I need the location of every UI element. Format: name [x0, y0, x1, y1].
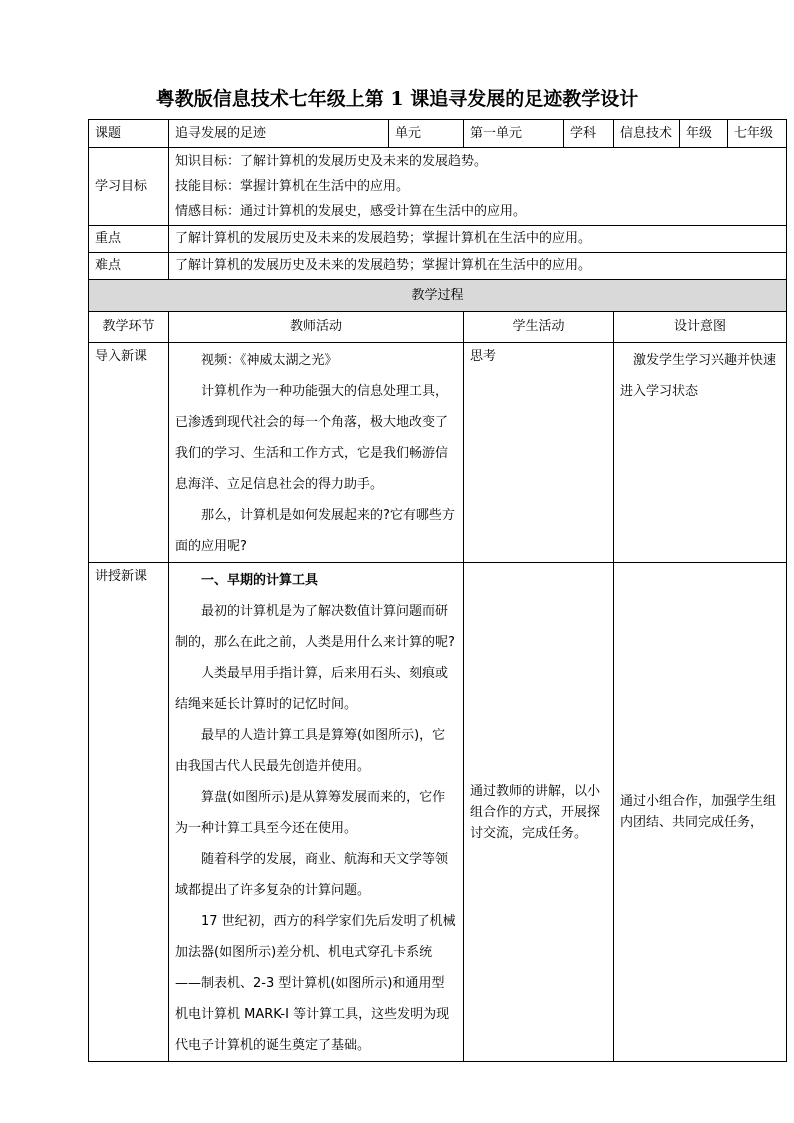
- teacher-header: 教师活动: [169, 312, 464, 343]
- lecture-stage: 讲授新课: [89, 563, 169, 1062]
- intent-header: 设计意图: [614, 312, 787, 343]
- goals-content: [169, 148, 787, 226]
- lecture-row: [89, 563, 787, 1062]
- lesson-label: 课题: [89, 120, 169, 148]
- document-title: 粤教版信息技术七年级上第 1 课追寻发展的足迹教学设计: [155, 88, 639, 110]
- column-header-row: [89, 312, 787, 343]
- lecture-paragraph: 算盘(如图所示)是从算筹发展而来的，它作为一种计算工具至今还在使用。: [175, 790, 446, 836]
- intro-student: 思考: [464, 343, 614, 563]
- intro-teacher: [169, 343, 464, 563]
- subject-label: 学科: [564, 120, 614, 148]
- unit-label: 单元: [389, 120, 464, 148]
- unit-value: 第一单元: [464, 120, 564, 148]
- lecture-intent: 通过小组合作，加强学生组内团结、共同完成任务，: [614, 563, 787, 1062]
- skill-goal: 技能目标：掌握计算机在生活中的应用。: [175, 179, 410, 194]
- lecture-teacher: [169, 563, 464, 1062]
- process-header: 教学过程: [89, 280, 787, 312]
- intro-paragraph: 那么，计算机是如何发展起来的?它有哪些方面的应用呢?: [175, 508, 455, 554]
- lecture-student: 通过教师的讲解，以小组合作的方式，开展探讨交流，完成任务。: [464, 563, 614, 1062]
- emotion-goal: 情感目标：通过计算机的发展史，感受计算在生活中的应用。: [175, 204, 527, 219]
- info-row: [89, 120, 787, 148]
- stage-header: 教学环节: [89, 312, 169, 343]
- goals-row: [89, 148, 787, 226]
- lecture-paragraph: 随着科学的发展，商业、航海和天文学等领域都提出了许多复杂的计算问题。: [175, 852, 449, 898]
- lesson-value: 追寻发展的足迹: [169, 120, 389, 148]
- intro-intent: 激发学生学习兴趣并快速进入学习状态: [614, 343, 787, 563]
- lecture-paragraph: 最初的计算机是为了解决数值计算问题而研制的，那么在此之前，人类是用什么来计算的呢?: [175, 604, 455, 650]
- student-header: 学生活动: [464, 312, 614, 343]
- lecture-paragraph: 最早的人造计算工具是算筹(如图所示)，它由我国古代人民最先创造并使用。: [175, 728, 446, 774]
- subject-value: 信息技术: [614, 120, 680, 148]
- goals-label: 学习目标: [89, 148, 169, 226]
- intro-paragraph: 计算机作为一种功能强大的信息处理工具，已渗透到现代社会的每一个角落，极大地改变了我们的学习、生活和工作方式，它是我们畅游信息海洋、立足信息社会的得力助手。: [175, 384, 449, 492]
- intro-row: [89, 343, 787, 563]
- key-point-row: [89, 226, 787, 253]
- key-point-text: 了解计算机的发展历史及未来的发展趋势；掌握计算机在生活中的应用。: [169, 226, 787, 253]
- intro-paragraph: 视频：《神威太湖之光》: [201, 353, 338, 368]
- lecture-paragraph: 17 世纪初，西方的科学家们先后发明了机械加法器(如图所示)差分机、机电式穿孔卡系统——制表机、2-3 型计算机(如图所示)和通用型机电计算机 MARK-I 等计算工具，这些发明为现代电子计算机的诞生奠定了基础。: [175, 914, 456, 1053]
- process-header-row: [89, 280, 787, 312]
- difficulty-row: [89, 253, 787, 280]
- grade-value: 七年级: [728, 120, 787, 148]
- lesson-plan-table: [88, 119, 787, 1062]
- section-heading: 一、早期的计算工具: [201, 573, 319, 588]
- lecture-paragraph: 人类最早用手指计算，后来用石头、刻痕或结绳来延长计算时的记忆时间。: [175, 666, 449, 712]
- difficulty-text: 了解计算机的发展历史及未来的发展趋势；掌握计算机在生活中的应用。: [169, 253, 787, 280]
- intro-stage: 导入新课: [89, 343, 169, 563]
- difficulty-label: 难点: [89, 253, 169, 280]
- knowledge-goal: 知识目标：了解计算机的发展历史及未来的发展趋势。: [175, 154, 488, 169]
- grade-label: 年级: [680, 120, 728, 148]
- key-point-label: 重点: [89, 226, 169, 253]
